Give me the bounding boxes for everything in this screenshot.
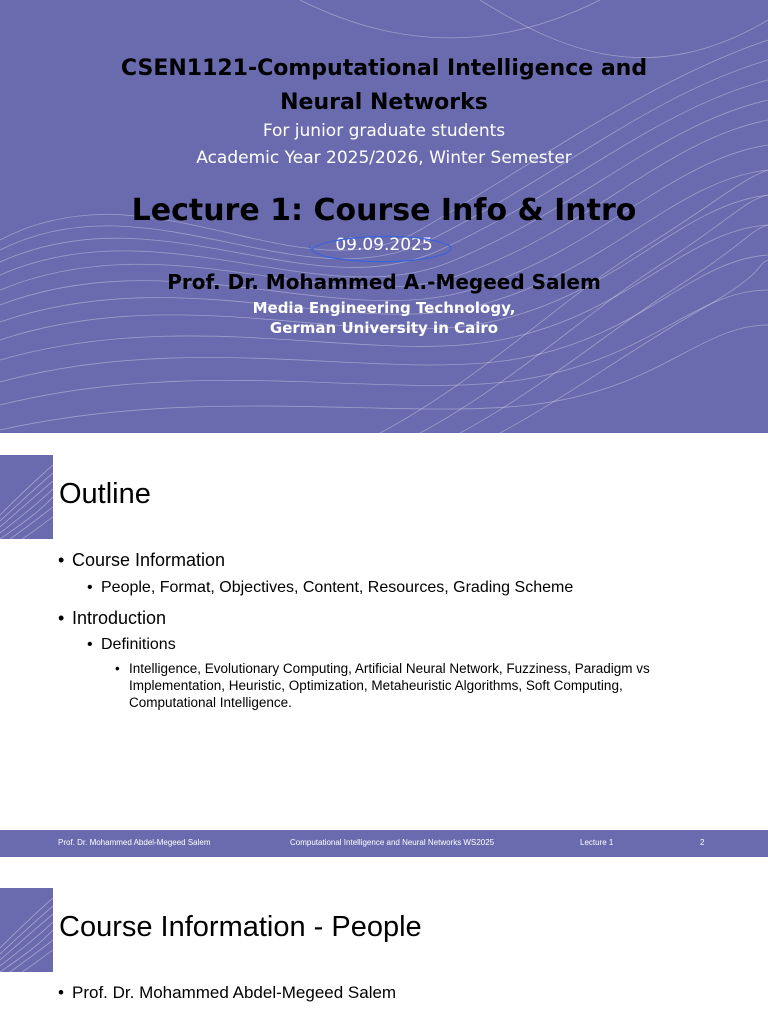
bullet-text: People, Format, Objectives, Content, Resources, Grading Scheme <box>101 579 574 596</box>
bullet-introduction <box>58 608 166 629</box>
sub-bullet-definitions <box>87 636 176 654</box>
department <box>0 298 768 338</box>
bullet-professor <box>58 983 396 1003</box>
bullet-dot: • <box>58 983 64 1002</box>
footer-author: Prof. Dr. Mohammed Abdel-Megeed Salem <box>58 838 211 847</box>
bullet-dot: • <box>115 661 120 676</box>
bullet-text: Definitions <box>101 636 176 653</box>
sub-bullet-course-topics <box>87 579 573 597</box>
lecture-date: 09.09.2025 <box>335 235 433 255</box>
academic-year-text: Academic Year 2025/2026, Winter Semester <box>196 148 572 168</box>
footer-page-number: 2 <box>700 838 705 847</box>
bullet-text: Prof. Dr. Mohammed Abdel-Megeed Salem <box>72 983 397 1002</box>
course-title-line1: CSEN1121-Computational Intelligence and <box>120 56 648 81</box>
bullet-text: Course Information <box>72 550 226 570</box>
audience-text: For junior graduate students <box>262 121 506 141</box>
people-slide <box>0 857 768 1024</box>
slide-title: Outline <box>59 478 151 510</box>
course-title <box>0 52 768 120</box>
bullet-text: Intelligence, Evolutionary Computing, Artificial Neural Network, Fuzziness, Paradigm vs Implementation, Heuristic, Optimization, Metaheuristic Algorithms, Soft Computing, Computational Intelligence. <box>129 661 650 710</box>
slide-title: Course Information - People <box>59 911 422 943</box>
title-slide <box>0 0 768 433</box>
professor-name: Prof. Dr. Mohammed A.-Megeed Salem <box>167 270 601 294</box>
bullet-dot: • <box>58 550 65 570</box>
bullet-dot: • <box>87 636 93 653</box>
bullet-dot: • <box>87 579 93 596</box>
course-title-line2: Neural Networks <box>280 90 488 115</box>
lecture-title: Lecture 1: Course Info & Intro <box>131 193 637 228</box>
department-line1: Media Engineering Technology, <box>252 299 516 317</box>
corner-decoration <box>0 888 53 972</box>
corner-decoration <box>0 455 53 539</box>
outline-slide <box>0 433 768 857</box>
footer-lecture: Lecture 1 <box>580 838 614 847</box>
bullet-dot: • <box>58 608 65 628</box>
slide-footer <box>0 830 768 857</box>
ink-annotation-circle <box>300 228 460 268</box>
department-line2: German University in Cairo <box>269 319 499 337</box>
bullet-course-information <box>58 550 225 571</box>
bullet-text: Introduction <box>72 608 167 628</box>
footer-course: Computational Intelligence and Neural Networks WS2025 <box>290 838 495 847</box>
sub-sub-bullet-definition-list <box>115 660 715 711</box>
